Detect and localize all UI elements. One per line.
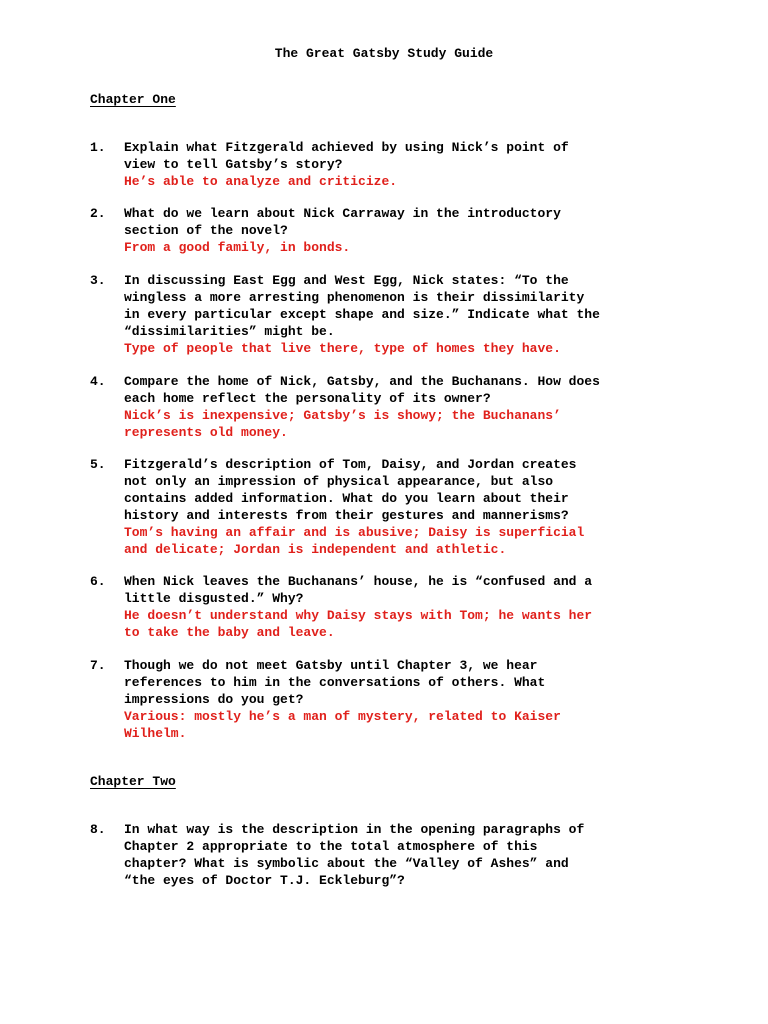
question-number: 6. <box>90 574 106 589</box>
answer-text: Tom’s having an affair and is abusive; Daisy is superficial and delicate; Jordan is independent and athletic. <box>124 525 585 557</box>
question-text: Fitzgerald’s description of Tom, Daisy, and Jordan creates not only an impression of physical appearance, but also contains added information. What do you learn about their history and interests from their gestures and mannerisms? <box>124 457 577 523</box>
question-number: 7. <box>90 658 106 673</box>
question-text: Compare the home of Nick, Gatsby, and the Buchanans. How does each home reflect the personality of its owner? <box>124 374 600 406</box>
question-item <box>90 456 690 558</box>
question-item <box>90 272 690 357</box>
question-item <box>90 657 690 742</box>
question-number: 5. <box>90 457 106 472</box>
answer-text: Type of people that live there, type of homes they have. <box>124 341 561 356</box>
chapter-heading-one: Chapter One <box>90 92 176 107</box>
question-text: When Nick leaves the Buchanans’ house, he is “confused and a little disgusted.” Why? <box>124 574 593 606</box>
question-text: In what way is the description in the opening paragraphs of Chapter 2 appropriate to the total atmosphere of this chapter? What is symbolic about the “Valley of Ashes” and “the eyes of Doctor T.J. Eckleburg”? <box>124 822 585 888</box>
question-text: Explain what Fitzgerald achieved by using Nick’s point of view to tell Gatsby’s story? <box>124 140 569 172</box>
question-number: 1. <box>90 140 106 155</box>
question-item <box>90 139 690 190</box>
question-text: In discussing East Egg and West Egg, Nick states: “To the wingless a more arresting phenomenon is their dissimilarity in every particular except shape and size.” Indicate what the “dissimilarities” might be. <box>124 273 600 339</box>
question-item <box>90 821 690 889</box>
question-item <box>90 205 690 256</box>
chapter-heading-two: Chapter Two <box>90 774 176 789</box>
question-number: 3. <box>90 273 106 288</box>
answer-text: From a good family, in bonds. <box>124 240 351 255</box>
question-number: 2. <box>90 206 106 221</box>
question-number: 8. <box>90 822 106 837</box>
answer-text: He doesn’t understand why Daisy stays with Tom; he wants her to take the baby and leave. <box>124 608 593 640</box>
answer-text: Various: mostly he’s a man of mystery, related to Kaiser Wilhelm. <box>124 709 561 741</box>
question-text: Though we do not meet Gatsby until Chapter 3, we hear references to him in the conversations of others. What impressions do you get? <box>124 658 546 707</box>
question-number: 4. <box>90 374 106 389</box>
question-text: What do we learn about Nick Carraway in the introductory section of the novel? <box>124 206 561 238</box>
question-item <box>90 373 690 441</box>
document-title: The Great Gatsby Study Guide <box>274 46 494 61</box>
question-item <box>90 573 690 641</box>
answer-text: Nick’s is inexpensive; Gatsby’s is showy; the Buchanans’ represents old money. <box>124 408 561 440</box>
answer-text: He’s able to analyze and criticize. <box>124 174 398 189</box>
